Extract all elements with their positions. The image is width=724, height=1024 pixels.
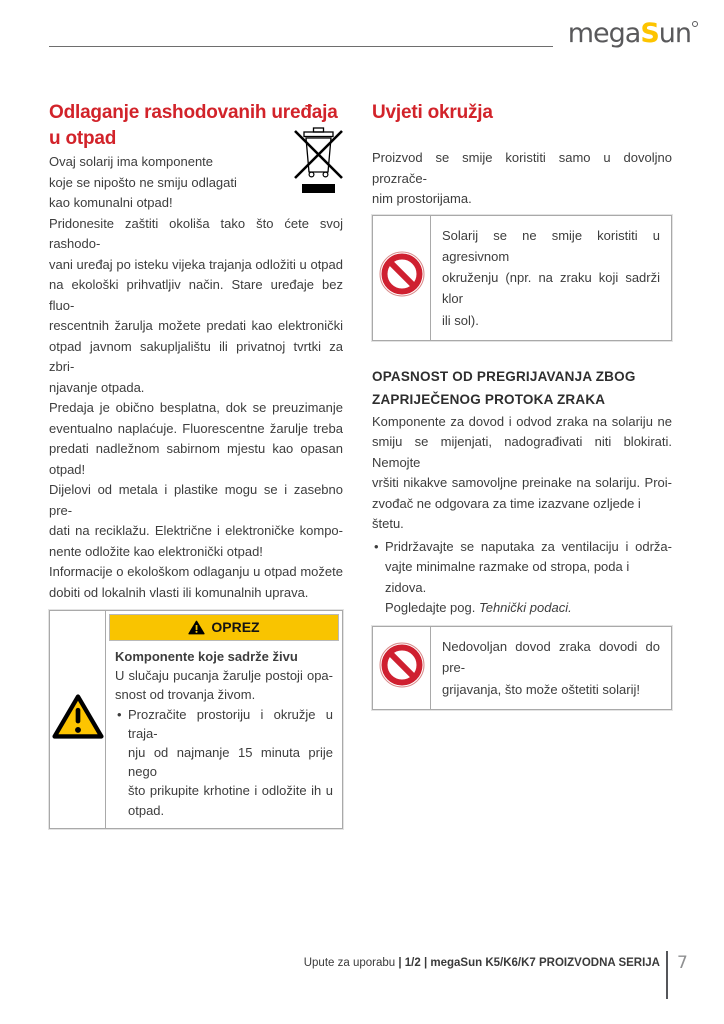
bullet-tail-italic: Tehnički podaci. bbox=[478, 600, 572, 616]
header-rule bbox=[49, 46, 553, 47]
logo-trademark-dot-icon bbox=[692, 21, 698, 27]
footer-divider bbox=[666, 951, 668, 999]
caution-body: U slučaju pucanja žarulje postoji opa- snost od trovanja živom. bbox=[115, 668, 333, 703]
warning-box-aggressive-environment bbox=[372, 215, 672, 341]
caution-right-cell bbox=[106, 611, 342, 828]
footer-regular: Upute za uporabu bbox=[303, 957, 399, 969]
footer-bold: | 1/2 | megaSun K5/K6/K7 PROIZVODNA SERIJA bbox=[398, 957, 660, 969]
caution-bullet-text: Prozračite prostoriju i okružje u traja- nju od najmanje 15 minuta prije nego što prikupite krhotine i odložite ih u otpad. bbox=[128, 706, 333, 818]
caution-bullet bbox=[115, 705, 333, 820]
overheating-bullet-tail bbox=[385, 598, 672, 619]
caution-small-triangle-icon bbox=[188, 620, 205, 635]
warning-airflow-lines: Nedovoljan dovod zraka dovodi do pre- grijavanja, što može oštetiti solarij! bbox=[442, 638, 660, 697]
caution-box-mercury bbox=[49, 610, 343, 829]
caution-icon-cell bbox=[50, 611, 106, 828]
caution-label: OPREZ bbox=[211, 619, 260, 636]
environment-intro: Proizvod se smije koristiti samo u dovoljno prozrače- nim prostorijama. bbox=[372, 150, 672, 206]
logo-text-mega: mega bbox=[567, 18, 641, 49]
caution-title: Komponente koje sadrže živu bbox=[115, 649, 298, 664]
subheading-overheating: OPASNOST OD PREGRIJAVANJA ZBOG ZAPRIJEČENOG PROTOKA ZRAKA bbox=[372, 368, 636, 407]
warning-icon-cell bbox=[373, 216, 431, 340]
warning-box-airflow bbox=[372, 626, 672, 710]
logo-text-un: un bbox=[658, 18, 691, 49]
page-number: 7 bbox=[677, 953, 688, 973]
footer-text bbox=[304, 957, 660, 969]
overheating-paragraph: Komponente za dovod i odvod zraka na solariju ne smiju se mijenjati, nadograđivati niti blokirati. Nemojte vršiti nikakve samovoljne preinake na solariju. Proi- zvođač ne odgovara za time izazvane ozljede i štetu. bbox=[372, 413, 672, 532]
disposal-paragraph-1: Pridonesite zaštiti okoliša tako što ćete svoj rashodo- vani uređaj po isteku vijeka trajanja odložiti u otpad na ekološki prihvatljiv način. Stare uređaje bez fluo- rescentnih žarulja možete predati kao elektronički otpad javnom sakupljalištu ili privatnoj tvrtki za zbri- njavanje otpada. bbox=[49, 215, 343, 395]
warning-aggressive-lines: Solarij se ne smije koristiti u agresivnom okruženju (npr. na zraku koji sadrži klor ili sol). bbox=[442, 227, 660, 328]
caution-header bbox=[109, 614, 339, 641]
right-column bbox=[372, 100, 672, 710]
section-heading-disposal: Odlaganje rashodovanih uređaja u otpad bbox=[49, 102, 338, 149]
caution-content bbox=[106, 644, 342, 828]
warning-triangle-icon bbox=[52, 693, 104, 747]
bullet-tail-regular: Pogledajte pog. bbox=[385, 600, 479, 616]
warning-box-text bbox=[431, 627, 671, 709]
no-entry-icon bbox=[379, 251, 425, 304]
overheating-bullet bbox=[372, 537, 672, 619]
warning-box-text bbox=[431, 216, 671, 340]
logo-accent-s: S bbox=[640, 18, 659, 49]
weee-crossed-bin-icon bbox=[294, 127, 343, 195]
disposal-intro: Ovaj solarij ima komponente koje se nipošto ne smiju odlagati kao komunalni otpad! bbox=[49, 154, 237, 210]
disposal-paragraph-4: Informacije o ekološkom odlaganju u otpad možete dobiti od lokalnih vlasti ili komunalnih uprava. bbox=[49, 564, 343, 600]
left-column bbox=[49, 100, 343, 829]
disposal-paragraph-2: Predaja je obično besplatna, dok se preuzimanje eventualno naplaćuje. Fluorescentne žarulje treba predati nadležnom sabirnom mjestu kao opasan otpad! bbox=[49, 400, 343, 477]
megasun-logo bbox=[548, 18, 698, 49]
no-entry-icon bbox=[379, 642, 425, 695]
overheating-bullet-text: Pridržavajte se naputaka za ventilaciju i održa- vajte minimalne razmake od stropa, poda i zidova. bbox=[385, 538, 672, 595]
warning-icon-cell bbox=[373, 627, 431, 709]
section-heading-environment: Uvjeti okružja bbox=[372, 102, 493, 123]
bullet-marker: • bbox=[374, 538, 379, 554]
bullet-marker: • bbox=[117, 706, 122, 722]
disposal-paragraph-3: Dijelovi od metala i plastike mogu se i zasebno pre- dati na reciklažu. Električne i elektroničke kompo- nente odložite kao elektronički otpad! bbox=[49, 482, 343, 559]
